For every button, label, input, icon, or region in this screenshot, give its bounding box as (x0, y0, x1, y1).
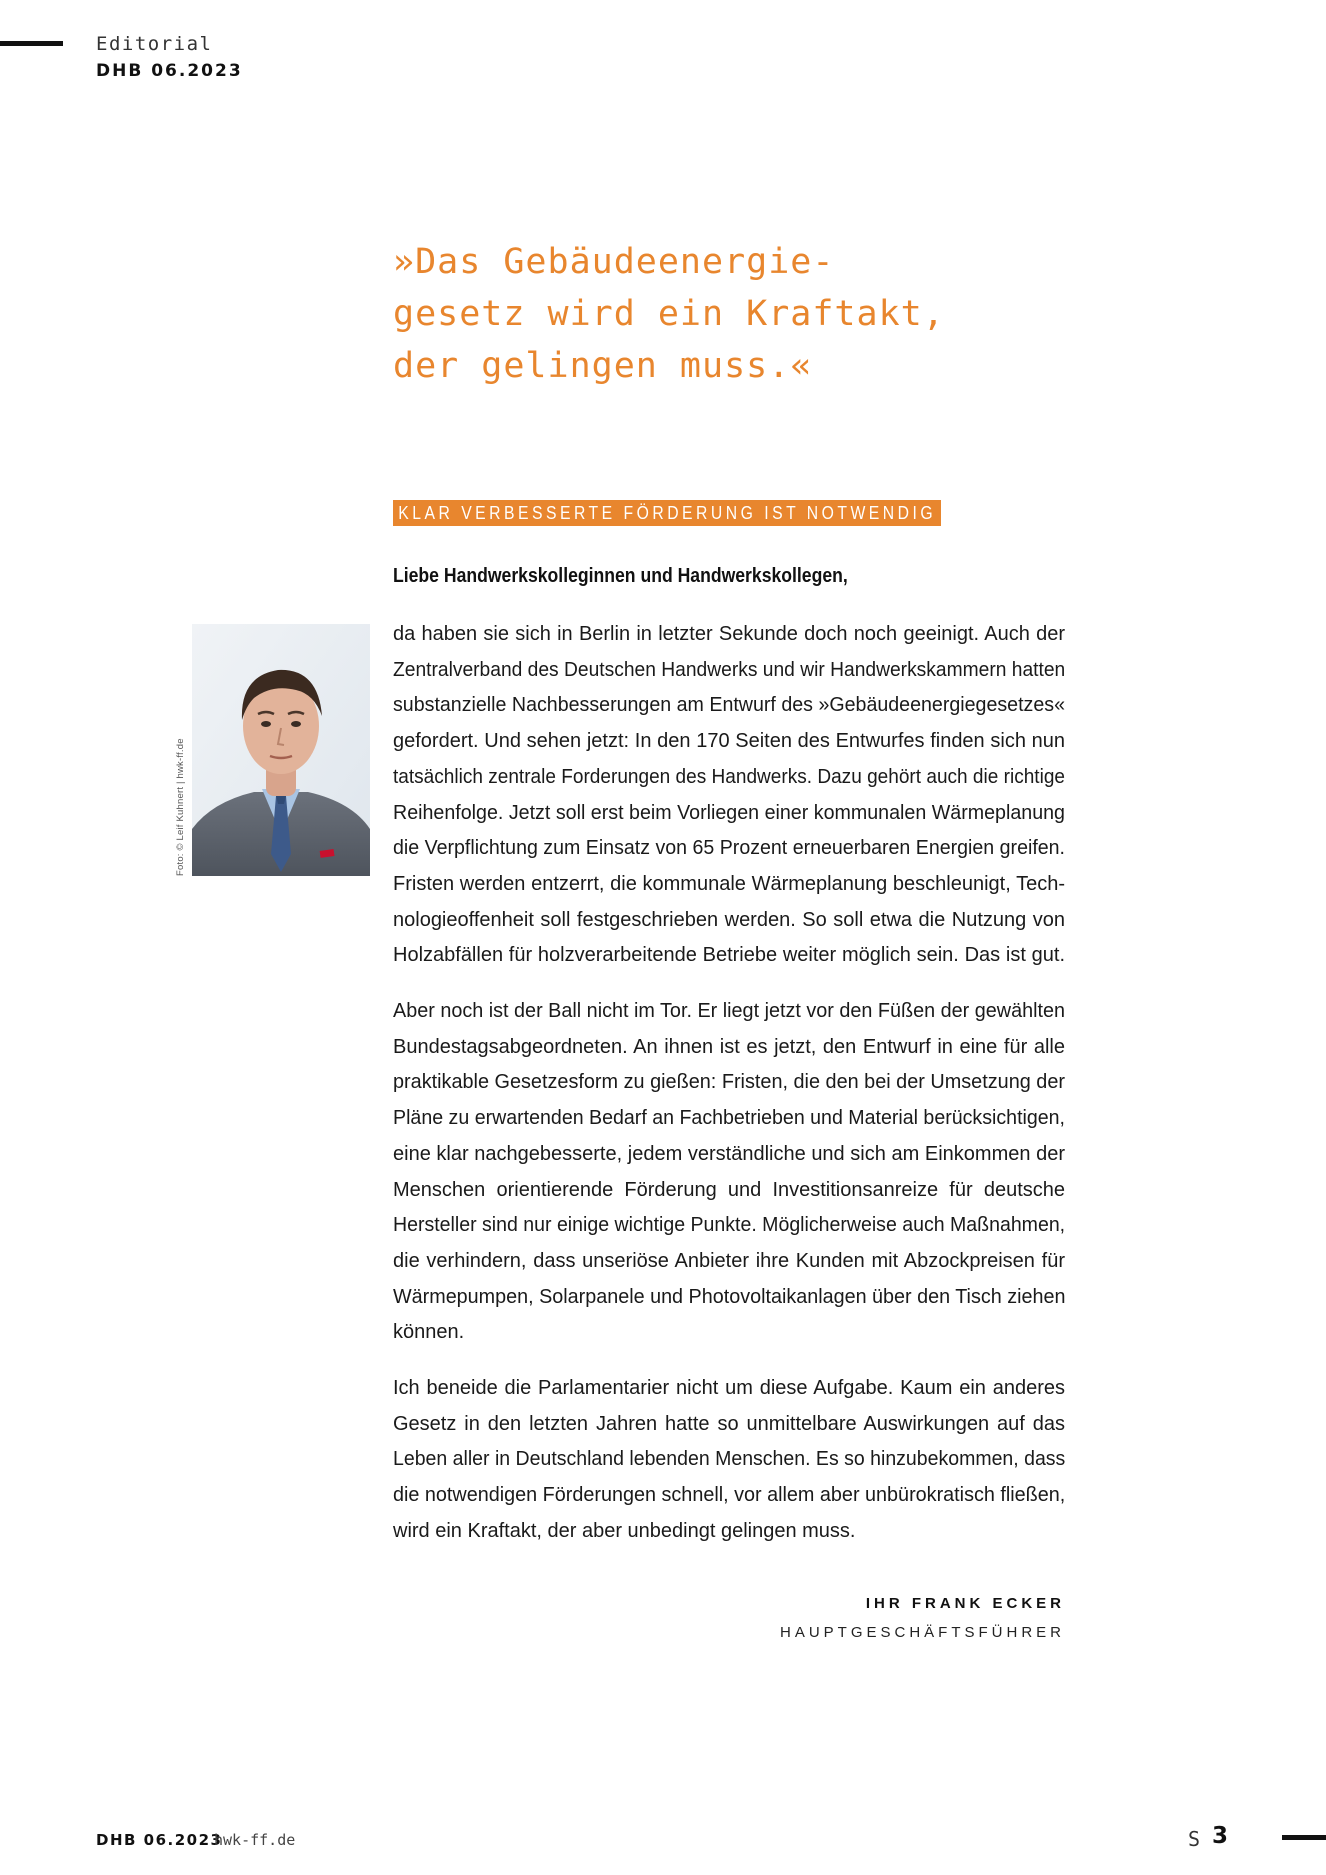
section-label: Editorial (96, 33, 213, 55)
footer-issue: DHB 06.2023 (96, 1831, 223, 1849)
pull-quote-line: »Das Gebäudeenergie- (393, 242, 835, 282)
text-line: Gesetz in den letzten Jahren hatte so unmittelbare Auswirkungen auf das (393, 1412, 1065, 1435)
text-line: Reihenfolge. Jetzt soll erst beim Vorliegen einer kommunalen Wärmeplanung (393, 801, 1065, 824)
pull-quote (393, 236, 1043, 392)
text-line: da haben sie sich in Berlin in letzter Sekunde doch noch geeinigt. Auch der (393, 623, 1065, 645)
signature-role: HAUPTGESCHÄFTSFÜHRER (779, 1624, 1065, 1641)
signature-name: IHR FRANK ECKER (865, 1595, 1065, 1612)
text-line: Leben aller in Deutschland lebenden Menschen. Es so hinzubekommen, dass (393, 1448, 1066, 1471)
text-line: eine klar nachgebesserte, jedem verständliche und sich am Einkommen der (393, 1142, 1065, 1165)
text-line: Hersteller sind nur einige wichtige Punkte. Möglicherweise auch Maßnahmen, (393, 1214, 1066, 1237)
footer-page-number: 3 (1212, 1823, 1229, 1849)
text-line: Holzabfällen für holzverarbeitende Betriebe weiter möglich sein. Das ist gut. (393, 944, 1065, 967)
text-line: wird ein Kraftakt, der aber unbedingt gelingen muss. (393, 1519, 856, 1542)
text-line: praktikable Gesetzesform zu gießen: Fristen, die den bei der Umsetzung der (393, 1071, 1065, 1094)
text-line: Wärmepumpen, Solarpanele und Photovoltaikanlagen über den Tisch ziehen (393, 1285, 1066, 1308)
header-rule (0, 41, 63, 46)
text-line: gefordert. Und sehen jetzt: In den 170 Seiten des Entwurfes finden sich nun (393, 730, 1065, 753)
pull-quote-line: der gelingen muss.« (393, 346, 813, 386)
text-line: Zentralverband des Deutschen Handwerks und wir Handwerkskammern hatten (393, 658, 1066, 681)
footer-website-link[interactable]: hwk-ff.de (214, 1831, 296, 1849)
portrait-illustration (192, 624, 370, 876)
issue-label: DHB 06.2023 (96, 61, 243, 81)
text-line: die Verpflichtung zum Einsatz von 65 Prozent erneuerbaren Energien greifen. (393, 837, 1065, 860)
paragraph-2 (393, 994, 1065, 1351)
photo-credit-text: Foto: © Leif Kuhnert | hwk-ff.de (175, 738, 186, 876)
text-line: Ich beneide die Parlamentarier nicht um diese Aufgabe. Kaum ein anderes (393, 1377, 1065, 1400)
photo-credit (175, 738, 186, 886)
footer-page-prefix: S (1188, 1827, 1201, 1851)
paragraph-1 (393, 617, 1065, 974)
author-photo (192, 624, 370, 876)
text-line: substanzielle Nachbesserungen am Entwurf des »Gebäudeenergiegesetzes« (393, 694, 1065, 717)
paragraph-3 (393, 1371, 1065, 1550)
text-line: die notwendigen Förderungen schnell, vor allem aber unbürokratisch fließen, (393, 1484, 1066, 1507)
text-line: nologieoffenheit soll festgeschrieben werden. So soll etwa die Nutzung von (393, 908, 1065, 931)
text-line: Menschen orientierende Förderung und Investitionsanreize für deutsche (393, 1178, 1065, 1201)
footer-rule (1282, 1835, 1326, 1840)
salutation: Liebe Handwerkskolleginnen und Handwerkskollegen, (393, 565, 848, 587)
text-line: Bundestagsabgeordneten. An ihnen ist es jetzt, den Entwurf in eine für alle (393, 1035, 1065, 1058)
section-tagline: KLAR VERBESSERTE FÖRDERUNG IST NOTWENDIG (393, 500, 941, 526)
pull-quote-line: gesetz wird ein Kraftakt, (393, 294, 945, 334)
text-line: können. (393, 1321, 465, 1344)
text-line: Aber noch ist der Ball nicht im Tor. Er liegt jetzt vor den Füßen der gewählten (393, 1000, 1065, 1023)
text-line: Fristen werden entzerrt, die kommunale Wärmeplanung beschleunigt, Tech- (393, 872, 1065, 895)
text-line: Pläne zu erwartenden Bedarf an Fachbetrieben und Material berücksichtigen, (393, 1107, 1065, 1130)
text-line: die verhindern, dass unseriöse Anbieter ihre Kunden mit Abzockpreisen für (393, 1249, 1065, 1272)
editorial-body (393, 617, 1065, 1570)
text-line: tatsächlich zentrale Forderungen des Handwerks. Dazu gehört auch die richtige (393, 765, 1065, 788)
